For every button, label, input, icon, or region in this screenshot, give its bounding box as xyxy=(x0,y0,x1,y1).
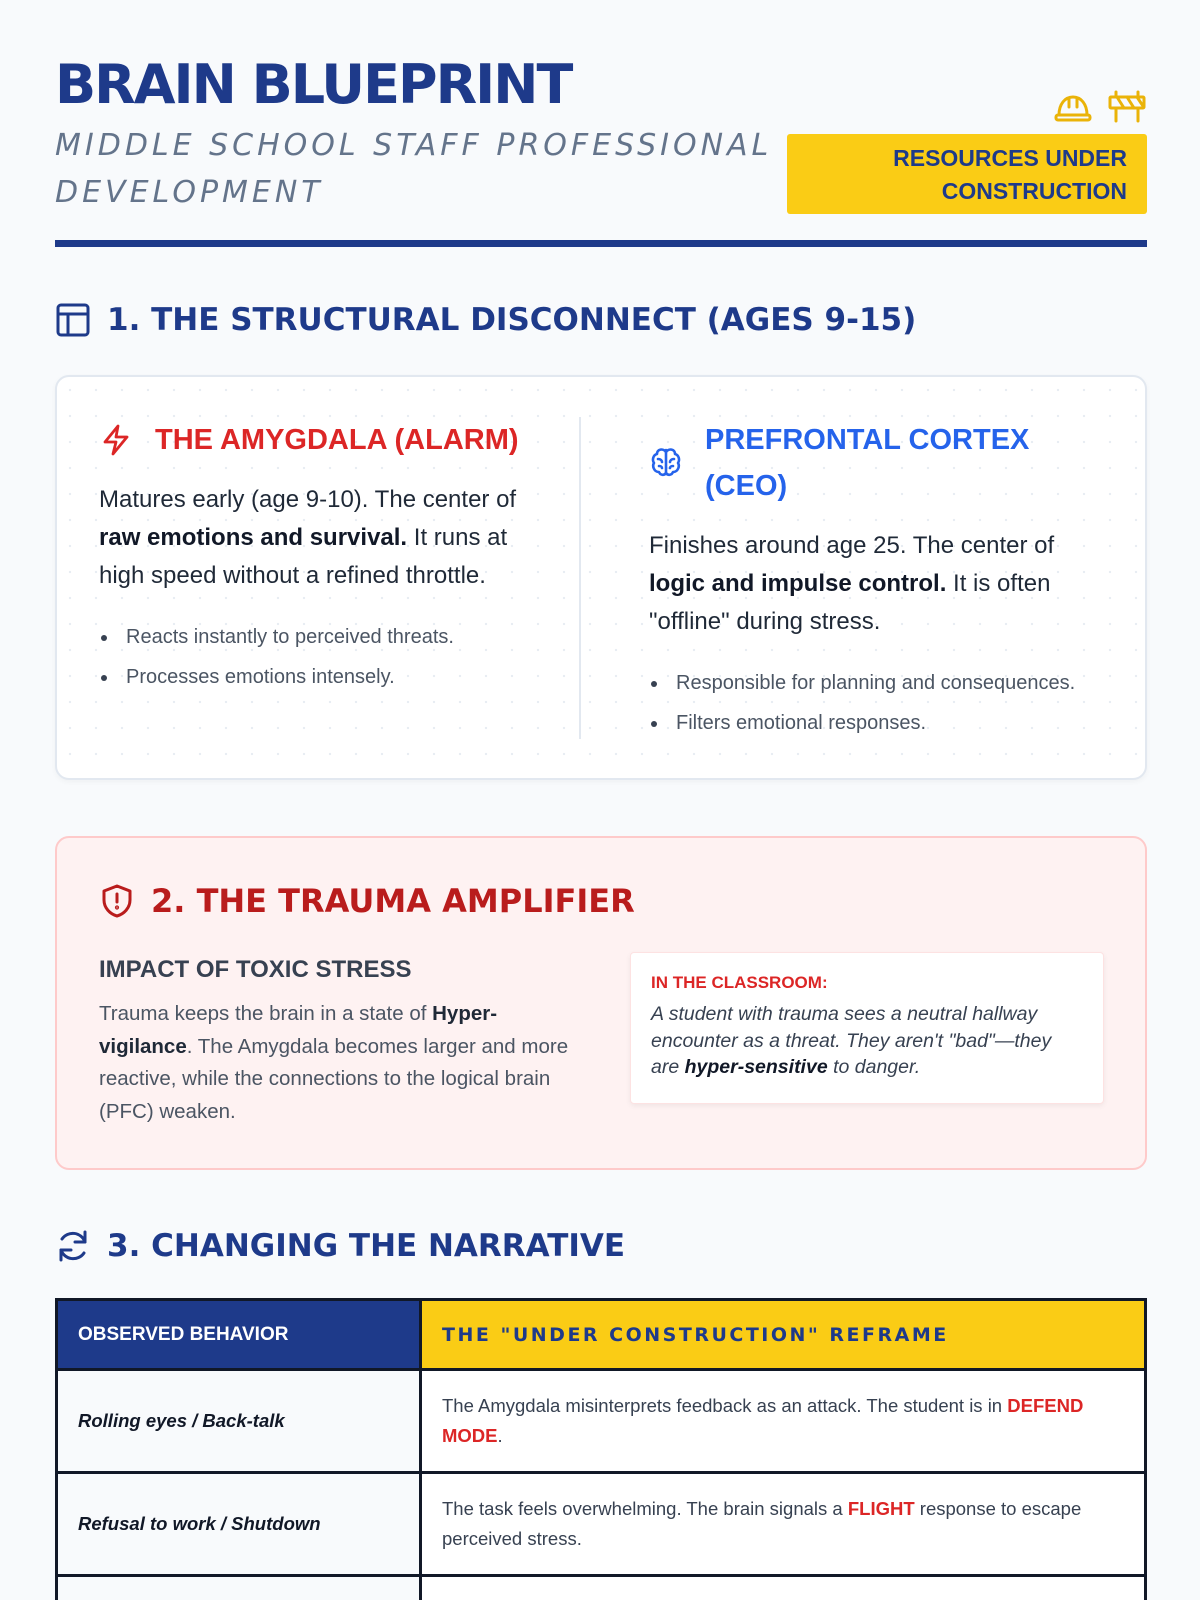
section3-heading xyxy=(55,1228,625,1264)
amygdala-list xyxy=(99,617,539,697)
reframe-cell xyxy=(421,1576,1146,1600)
refresh-icon xyxy=(55,1228,91,1264)
list-item: Processes emotions intensely. xyxy=(99,657,539,697)
page-title: BRAIN BLUEPRINT xyxy=(55,53,572,116)
behavior-cell xyxy=(57,1576,421,1600)
reframe-cell: The task feels overwhelming. The brain signals a FLIGHT response to escape perceived stress. xyxy=(421,1473,1146,1576)
page xyxy=(55,0,1147,1549)
classroom-label: IN THE CLASSROOM: xyxy=(651,973,828,992)
list-item: Responsible for planning and consequences. xyxy=(649,663,1109,703)
table-header-row xyxy=(57,1300,1146,1370)
pfc-list xyxy=(649,663,1109,743)
column-header-reframe: THE "UNDER CONSTRUCTION" REFRAME xyxy=(421,1300,1146,1370)
pfc-column xyxy=(649,417,1109,743)
reframe-table xyxy=(55,1298,1147,1600)
header xyxy=(55,0,1147,248)
classroom-text: A student with trauma sees a neutral hallway encounter as a threat. They aren't "bad"—they are hyper-sensitive to danger. xyxy=(651,1003,1052,1078)
hard-hat-icon xyxy=(1053,88,1093,124)
behavior-cell: Refusal to work / Shutdown xyxy=(57,1473,421,1576)
impact-title: IMPACT OF TOXIC STRESS xyxy=(99,956,412,983)
structural-card xyxy=(55,375,1147,780)
section1-title: 1. THE STRUCTURAL DISCONNECT (AGES 9-15) xyxy=(107,302,917,338)
reframe-cell: The Amygdala misinterprets feedback as an attack. The student is in DEFEND MODE. xyxy=(421,1370,1146,1473)
table-row xyxy=(57,1370,1146,1473)
pfc-text: Finishes around age 25. The center of logic and impulse control. It is often "offline" during stress. xyxy=(649,532,1055,635)
amygdala-title: THE AMYGDALA (ALARM) xyxy=(155,424,519,456)
layout-icon xyxy=(55,302,91,338)
column-header-behavior: OBSERVED BEHAVIOR xyxy=(57,1300,421,1370)
column-divider xyxy=(579,417,581,739)
trauma-card xyxy=(55,836,1147,1170)
amygdala-heading xyxy=(99,417,539,463)
construction-barrier-icon xyxy=(1107,88,1147,124)
amygdala-column xyxy=(99,417,539,697)
amygdala-text: Matures early (age 9-10). The center of raw emotions and survival. It runs at high speed without a refined throttle. xyxy=(99,486,517,589)
classroom-callout xyxy=(630,952,1104,1104)
list-item: Reacts instantly to perceived threats. xyxy=(99,617,539,657)
shield-alert-icon xyxy=(99,883,135,919)
page-subtitle: MIDDLE SCHOOL STAFF PROFESSIONAL DEVELOPMENT xyxy=(55,128,773,210)
section1-heading xyxy=(55,302,916,338)
table-row xyxy=(57,1576,1146,1600)
status-badge: RESOURCES UNDER CONSTRUCTION xyxy=(787,134,1147,214)
behavior-cell: Rolling eyes / Back-talk xyxy=(57,1370,421,1473)
table-row xyxy=(57,1473,1146,1576)
impact-text: Trauma keeps the brain in a state of Hyper-vigilance. The Amygdala becomes larger and more reactive, while the connections to the logical brain (PFC) weaken. xyxy=(99,1002,569,1123)
header-rule xyxy=(55,240,1147,247)
header-icons xyxy=(1053,88,1147,124)
section2-heading xyxy=(99,882,635,920)
section2-title: 2. THE TRAUMA AMPLIFIER xyxy=(151,882,635,920)
brain-icon xyxy=(649,445,683,479)
section3-title: 3. CHANGING THE NARRATIVE xyxy=(107,1228,626,1264)
lightning-icon xyxy=(99,423,133,457)
pfc-heading xyxy=(649,417,1109,509)
list-item: Filters emotional responses. xyxy=(649,703,1109,743)
pfc-title: PREFRONTAL CORTEX (CEO) xyxy=(705,424,1030,502)
